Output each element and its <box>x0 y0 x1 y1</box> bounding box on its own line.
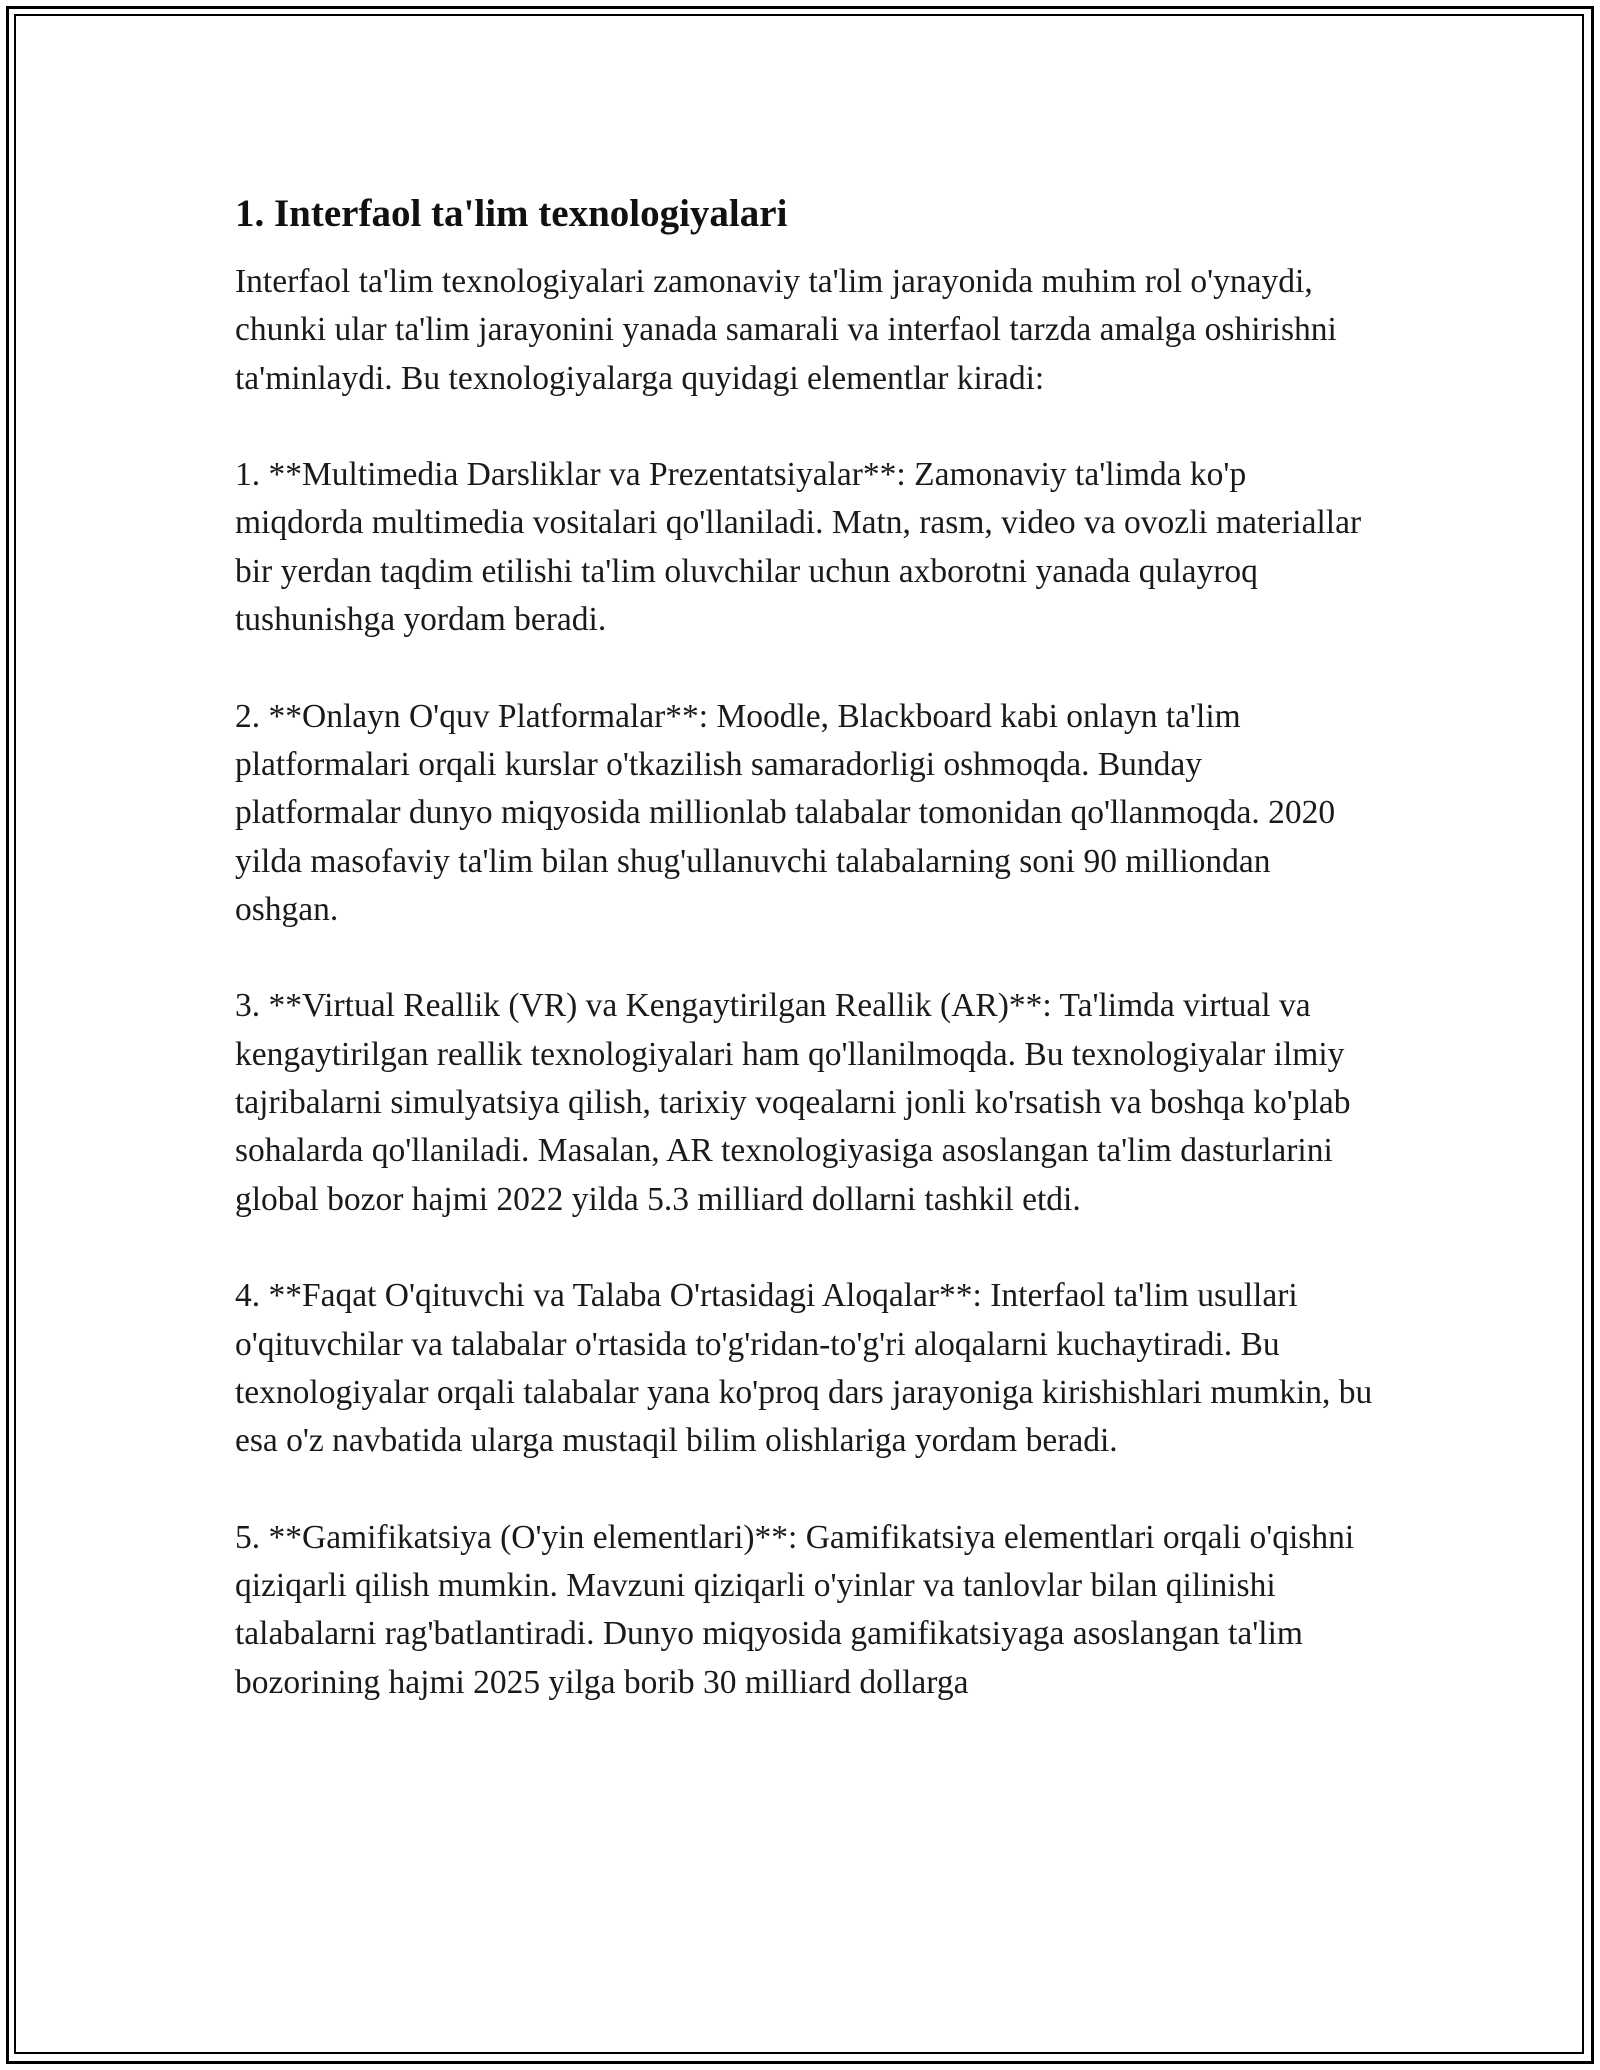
intro-paragraph: Interfaol ta'lim texnologiyalari zamonaviy ta'lim jarayonida muhim rol o'ynaydi, chunki ular ta'lim jarayonini yanada samarali va interfaol tarzda amalga oshirishni ta'minlaydi. Bu texnologiyalarga quyidagi elementlar kiradi: <box>235 263 1337 397</box>
item-multimedia-paragraph: 1. **Multimedia Darsliklar va Prezentatsiyalar**: Zamonaviy ta'limda ko'p miqdorda multimedia vositalari qo'llaniladi. Matn, rasm, video va ovozli materiallar bir yerdan taqdim etilishi ta'lim oluvchilar uchun axborotni yanada qulayroq tushunishga yordam beradi. <box>235 456 1362 639</box>
section-heading: 1. Interfaol ta'lim texnologiyalari <box>235 192 788 235</box>
item-online-platforms-paragraph: 2. **Onlayn O'quv Platformalar**: Moodle, Blackboard kabi onlayn ta'lim platformalari orqali kurslar o'tkazilish samaradorligi oshmoqda. Bunday platformalar dunyo miqyosida millionlab talabalar tomonidan qo'llanmoqda. 2020 yilda masofaviy ta'lim bilan shug'ullanuvchi talabalarning soni 90 milliondan oshgan. <box>235 697 1336 928</box>
item-teacher-student-paragraph: 4. **Faqat O'qituvchi va Talaba O'rtasidagi Aloqalar**: Interfaol ta'lim usullari o'qituvchilar va talabalar o'rtasida to'g'ridan-to'g'ri aloqalarni kuchaytiradi. Bu texnologiyalar orqali talabalar yana ko'proq dars jarayoniga kirishishlari mumkin, bu esa o'z navbatida ularga mustaqil bilim olishlariga yordam beradi. <box>235 1277 1373 1460</box>
item-vr-ar-paragraph: 3. **Virtual Reallik (VR) va Kengaytirilgan Reallik (AR)**: Ta'limda virtual va kengaytirilgan reallik texnologiyalari ham qo'llanilmoqda. Bu texnologiyalar ilmiy tajribalarni simulyatsiya qilish, tarixiy voqealarni jonli ko'rsatish va boshqa ko'plab sohalarda qo'llaniladi. Masalan, AR texnologiyasiga asoslangan ta'lim dasturlarini global bozor hajmi 2022 yilda 5.3 milliard dollarni tashkil etdi. <box>235 987 1351 1218</box>
document-body <box>235 190 1375 1755</box>
item-gamification-paragraph: 5. **Gamifikatsiya (O'yin elementlari)**: Gamifikatsiya elementlari orqali o'qishni qiziqarli qilish mumkin. Mavzuni qiziqarli o'yinlar va tanlovlar bilan qilinishi talabalarni rag'batlantiradi. Dunyo miqyosida gamifikatsiyaga asoslangan ta'lim bozorining hajmi 2025 yilga borib 30 milliard dollarga <box>235 1518 1355 1701</box>
